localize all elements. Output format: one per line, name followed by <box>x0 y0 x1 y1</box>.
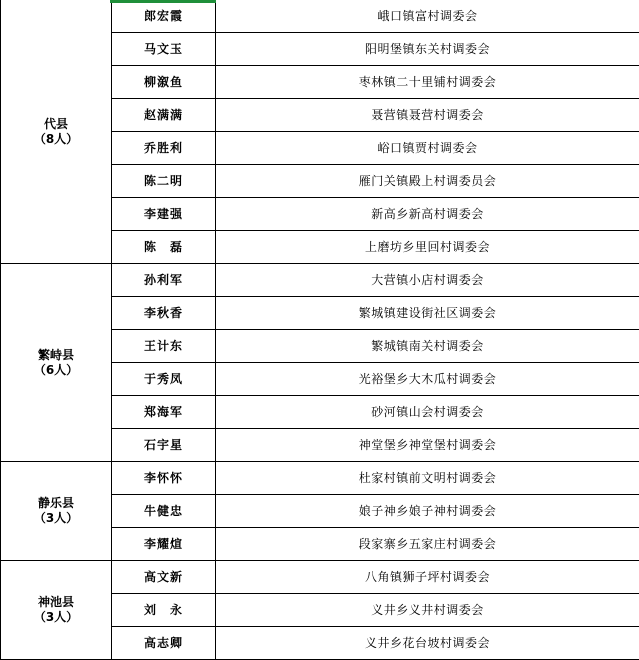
county-cell[interactable] <box>1 0 112 264</box>
mediation-committee-cell[interactable]: 八角镇狮子坪村调委会 <box>216 561 639 594</box>
mediator-name-cell[interactable]: 刘 永 <box>112 594 216 627</box>
mediation-committee-cell[interactable]: 新高乡新高村调委会 <box>216 198 639 231</box>
county-name: 静乐县 <box>37 496 74 510</box>
mediator-name-cell[interactable]: 郎宏霞 <box>112 0 216 33</box>
mediator-name-cell[interactable]: 李怀怀 <box>112 462 216 495</box>
table-row <box>1 0 639 33</box>
mediator-name-cell[interactable]: 于秀凤 <box>112 363 216 396</box>
mediation-committee-cell[interactable]: 繁城镇南关村调委会 <box>216 330 639 363</box>
county-cell[interactable] <box>1 561 112 660</box>
county-count: （6人） <box>33 362 79 377</box>
mediator-name-cell[interactable]: 马文玉 <box>112 33 216 66</box>
mediator-name-cell[interactable]: 李耀煊 <box>112 528 216 561</box>
mediation-committee-cell[interactable]: 砂河镇山会村调委会 <box>216 396 639 429</box>
mediation-committee-cell[interactable]: 峪口镇贾村调委会 <box>216 132 639 165</box>
mediator-name-cell[interactable]: 高文新 <box>112 561 216 594</box>
mediation-committee-cell[interactable]: 娘子神乡娘子神村调委会 <box>216 495 639 528</box>
table-row <box>1 561 639 594</box>
mediation-committee-cell[interactable]: 段家寨乡五家庄村调委会 <box>216 528 639 561</box>
mediation-committee-cell[interactable]: 雁门关镇殿上村调委员会 <box>216 165 639 198</box>
county-name: 代县 <box>43 116 68 131</box>
mediation-committee-cell[interactable]: 光裕堡乡大木瓜村调委会 <box>216 363 639 396</box>
mediation-committee-cell[interactable]: 阳明堡镇东关村调委会 <box>216 33 639 66</box>
mediator-name-cell[interactable]: 郑海军 <box>112 396 216 429</box>
mediation-committee-cell[interactable]: 聂营镇聂营村调委会 <box>216 99 639 132</box>
mediator-name-cell[interactable]: 李建强 <box>112 198 216 231</box>
table-row <box>1 462 639 495</box>
mediation-committee-cell[interactable]: 杜家村镇前文明村调委会 <box>216 462 639 495</box>
mediation-committee-cell[interactable]: 神堂堡乡神堂堡村调委会 <box>216 429 639 462</box>
county-cell[interactable] <box>1 462 112 561</box>
mediator-name-cell[interactable]: 柳溆鱼 <box>112 66 216 99</box>
mediator-name-cell[interactable]: 王计东 <box>112 330 216 363</box>
mediator-name-cell[interactable]: 李秋香 <box>112 297 216 330</box>
table-row <box>1 264 639 297</box>
county-name: 繁峙县 <box>37 347 74 362</box>
mediator-name-cell[interactable]: 孙利军 <box>112 264 216 297</box>
table-body <box>1 0 639 660</box>
county-count: （3人） <box>33 610 79 624</box>
mediation-committee-cell[interactable]: 峨口镇富村调委会 <box>216 0 639 33</box>
county-count: （3人） <box>33 511 79 525</box>
mediator-name-cell[interactable]: 陈二明 <box>112 165 216 198</box>
mediation-committee-cell[interactable]: 上磨坊乡里回村调委会 <box>216 231 639 264</box>
mediation-committee-cell[interactable]: 繁城镇建设街社区调委会 <box>216 297 639 330</box>
mediator-name-cell[interactable]: 陈 磊 <box>112 231 216 264</box>
county-count: （8人） <box>33 131 79 146</box>
mediator-name-cell[interactable]: 石宇星 <box>112 429 216 462</box>
county-cell[interactable] <box>1 264 112 462</box>
mediator-name-cell[interactable]: 高志卿 <box>112 627 216 660</box>
county-name: 神池县 <box>37 595 74 609</box>
selected-cell-indicator <box>110 0 216 3</box>
mediation-committee-cell[interactable]: 义井乡义井村调委会 <box>216 594 639 627</box>
mediator-name-cell[interactable]: 牛健忠 <box>112 495 216 528</box>
mediation-committee-cell[interactable]: 大营镇小店村调委会 <box>216 264 639 297</box>
mediation-committee-cell[interactable]: 义井乡花台坡村调委会 <box>216 627 639 660</box>
mediator-name-cell[interactable]: 赵满满 <box>112 99 216 132</box>
mediation-committee-cell[interactable]: 枣林镇二十里铺村调委会 <box>216 66 639 99</box>
mediator-name-cell[interactable]: 乔胜利 <box>112 132 216 165</box>
